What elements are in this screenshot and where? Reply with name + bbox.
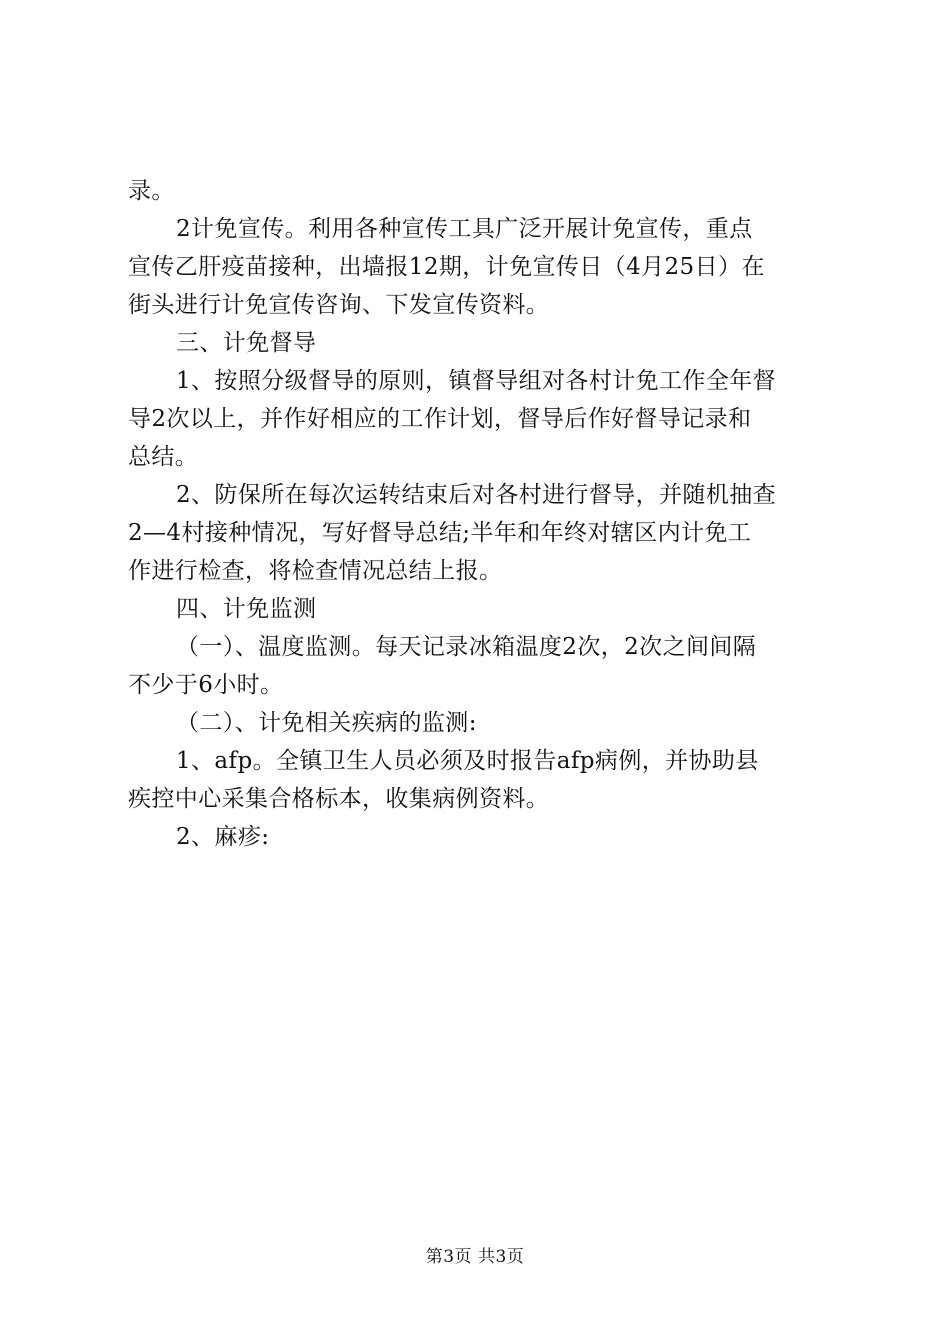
paragraph-measles: 2、麻疹: <box>176 824 270 850</box>
text-line: 总结。 <box>128 444 199 470</box>
document-body <box>128 172 832 856</box>
section-heading-monitoring: 四、计免监测 <box>176 596 317 622</box>
text-line: 不少于6小时。 <box>128 672 284 698</box>
section-heading-supervision: 三、计免督导 <box>176 330 317 356</box>
paragraph-publicity: 2计免宣传。利用各种宣传工具广泛开展计免宣传，重点 <box>176 216 753 242</box>
paragraph-supervision-1: 1、按照分级督导的原则，镇督导组对各村计免工作全年督 <box>176 368 777 394</box>
text-line: 导2次以上，并作好相应的工作计划，督导后作好督导记录和 <box>128 406 752 432</box>
paragraph-temperature-monitoring: （一）、温度监测。每天记录冰箱温度2次，2次之间间隔 <box>176 634 757 660</box>
subheading-disease-monitoring: （二）、计免相关疾病的监测: <box>176 710 477 736</box>
page-footer <box>0 1242 950 1267</box>
text-line: 录。 <box>128 178 175 204</box>
text-line: 2—4村接种情况，写好督导总结;半年和年终对辖区内计免工 <box>128 520 752 546</box>
text-line: 宣传乙肝疫苗接种，出墙报12期，计免宣传日（4月25日）在 <box>128 254 765 280</box>
paragraph-afp: 1、afp。全镇卫生人员必须及时报告afp病例，并协助县 <box>176 748 759 774</box>
page-number: 第3页 共3页 <box>425 1247 525 1267</box>
text-line: 作进行检查，将检查情况总结上报。 <box>128 558 503 584</box>
text-line: 街头进行计免宣传咨询、下发宣传资料。 <box>128 292 550 318</box>
text-line: 疾控中心采集合格标本，收集病例资料。 <box>128 786 550 812</box>
paragraph-supervision-2: 2、防保所在每次运转结束后对各村进行督导，并随机抽查 <box>176 482 777 508</box>
